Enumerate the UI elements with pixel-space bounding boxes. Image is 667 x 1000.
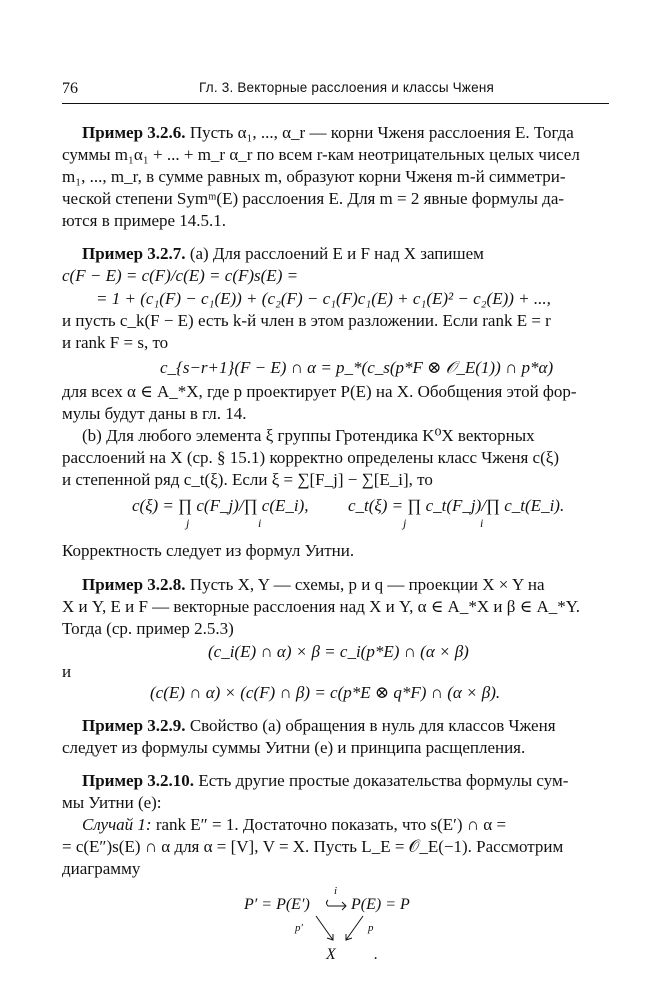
formula-grothendieck-chern: c(ξ) = ∏ c(F_j)/∏ c(E_i), xyxy=(132,496,309,515)
conjunction-and: и xyxy=(62,662,72,681)
formula-grothendieck-chern-series: c_t(ξ) = ∏ c_t(F_j)/∏ c_t(E_i). xyxy=(348,496,565,515)
example-3-2-6-line-4: ческой степени Symᵐ(E) расслоения E. Для m = 2 явные формулы да- xyxy=(62,189,565,208)
formula-cross-product-2: (c(E) ∩ α) × (c(F) ∩ β) = c(p*E ⊗ q*F) ∩ (α × β). xyxy=(150,683,501,702)
formula-expansion: = 1 + (c₁(F) − c₁(E)) + (c₂(F) − c₁(F)c₁(E) + c₁(E)² − c₂(E)) + ..., xyxy=(96,289,551,308)
example-3-2-7-line-2: и пусть c_k(F − E) есть k-й член в этом разложении. Если rank E = r xyxy=(62,311,551,330)
formula-c-f-minus-e: c(F − E) = c(F)/c(E) = c(F)s(E) = xyxy=(62,266,299,285)
example-3-2-7-line-9: Корректность следует из формул Уитни. xyxy=(62,541,355,560)
example-label: Пример 3.2.9. xyxy=(82,716,186,735)
diagram-bottom: X xyxy=(326,946,336,963)
product-index-i: i xyxy=(258,516,262,530)
example-3-2-6-line-2: суммы m₁α₁ + ... + m_r α_r по всем r-кам неотрицательных целых чисел xyxy=(62,145,580,164)
example-text: Пусть α₁, ..., α_r — корни Чженя расслоения E. Тогда xyxy=(189,123,574,142)
example-3-2-9-line-2: следует из формулы суммы Уитни (e) и принципа расщепления. xyxy=(62,738,526,757)
example-3-2-10-line-4: = c(E″)s(E) ∩ α для α = [V], V = X. Пусть L_E = 𝒪_E(−1). Рассмотрим xyxy=(62,837,564,856)
case-text: rank E″ = 1. Достаточно показать, что s(E′) ∩ α = xyxy=(155,815,507,834)
diagram-label-p: p xyxy=(368,922,374,934)
example-text: Пусть X, Y — схемы, p и q — проекции X × Y на xyxy=(189,575,545,594)
example-3-2-7-line-5: мулы будут даны в гл. 14. xyxy=(62,404,247,423)
example-3-2-7-line-7: расслоений на X (ср. § 15.1) корректно определены класс Чженя c(ξ) xyxy=(62,448,559,467)
diagram-top-right: P(E) = P xyxy=(351,896,410,913)
example-3-2-7-line-3: и rank F = s, то xyxy=(62,333,169,352)
example-3-2-6-line-3: m₁, ..., m_r, в сумме равных m, образуют корни Чженя m-й симметри- xyxy=(62,167,566,186)
example-text: Есть другие простые доказательства формулы сум- xyxy=(198,771,569,790)
example-3-2-8-line-3: Тогда (ср. пример 2.5.3) xyxy=(62,619,234,638)
diagram-period: . xyxy=(374,946,378,963)
example-text: Свойство (a) обращения в нуль для классов Чженя xyxy=(189,716,556,735)
product-index-j: j xyxy=(186,516,190,530)
running-title: Гл. 3. Векторные расслоения и классы Чженя xyxy=(199,80,494,95)
example-3-2-6-line-5: ются в примере 14.5.1. xyxy=(62,211,227,230)
example-3-2-8-line-2: X и Y, E и F — векторные расслоения над X и Y, α ∈ A_*X и β ∈ A_*Y. xyxy=(62,597,581,616)
projection-arrow-p xyxy=(346,916,363,940)
formula-cross-product-1: (c_i(E) ∩ α) × β = c_i(p*E) ∩ (α × β) xyxy=(208,642,469,661)
example-label: Пример 3.2.7. xyxy=(82,244,186,263)
case-label: Случай 1: xyxy=(82,815,152,834)
example-3-2-10-line-5: диаграмму xyxy=(62,859,141,878)
example-3-2-7-line-8: и степенной ряд c_t(ξ). Если ξ = ∑[F_j] − ∑[E_i], то xyxy=(62,470,433,489)
diagram-label-pprime: p′ xyxy=(295,922,303,934)
example-label: Пример 3.2.6. xyxy=(82,123,186,142)
product-index-j: j xyxy=(403,516,407,530)
diagram-top-left: P′ = P(E′) xyxy=(244,896,310,913)
formula-top-chern-class: c_{s−r+1}(F − E) ∩ α = p_*(c_s(p*F ⊗ 𝒪_E(1)) ∩ p*α) xyxy=(160,358,554,377)
example-text: (a) Для расслоений E и F над X запишем xyxy=(189,244,484,263)
page-number: 76 xyxy=(62,80,78,97)
diagram-label-i: i xyxy=(334,885,338,897)
product-index-i: i xyxy=(480,516,484,530)
example-label: Пример 3.2.8. xyxy=(82,575,186,594)
example-3-2-10-line-2: мы Уитни (e): xyxy=(62,793,162,812)
example-label: Пример 3.2.10. xyxy=(82,771,195,790)
example-3-2-7-line-4: для всех α ∈ A_*X, где p проектирует P(E) на X. Обобщения этой фор- xyxy=(62,382,577,401)
projection-arrow-pprime xyxy=(316,916,333,940)
example-3-2-7-line-6: (b) Для любого элемента ξ группы Гротендика K⁰X векторных xyxy=(82,426,535,445)
